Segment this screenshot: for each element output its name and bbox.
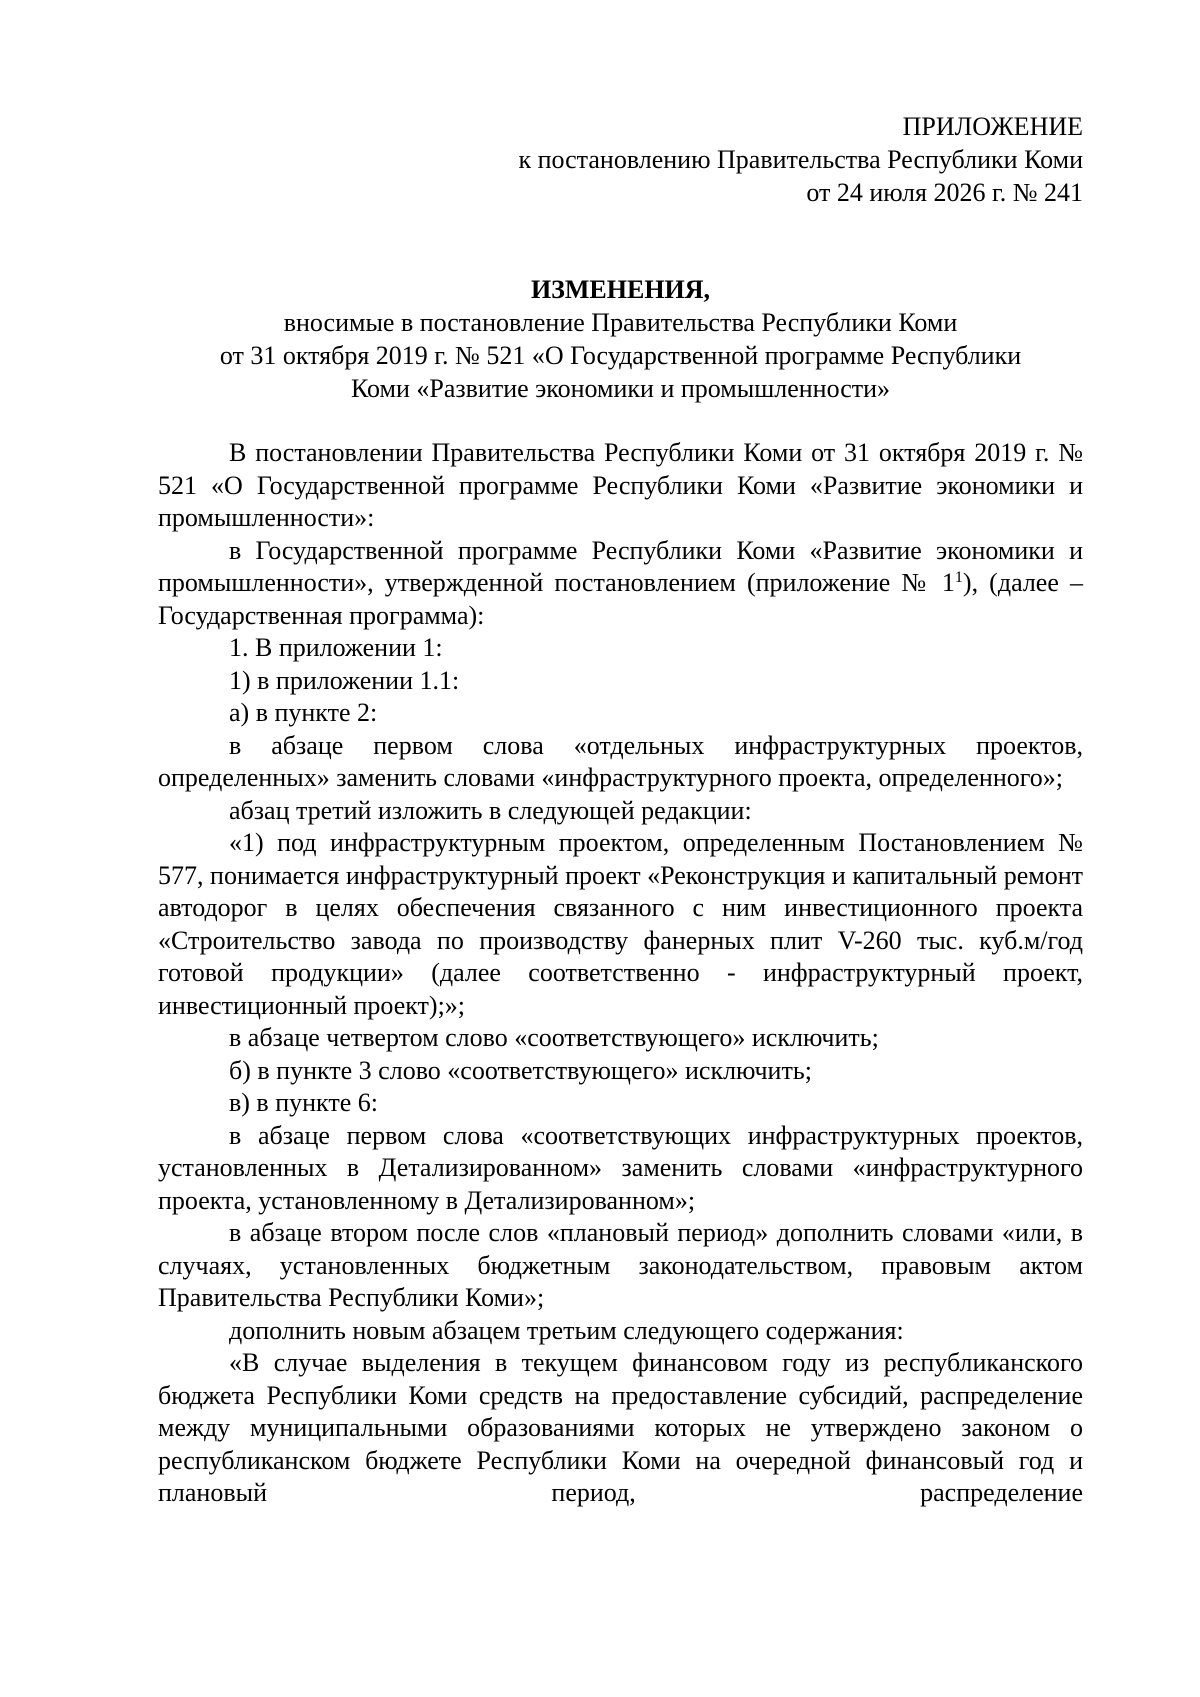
paragraph: дополнить новым абзацем третьим следующего содержания: [229,1315,904,1345]
paragraph: 1. В приложении 1: [229,633,443,662]
paragraph: абзац третий изложить в следующей редакции: [229,795,752,825]
paragraph: в абзаце первом слова «соответствующих инфраструктурных проектов, установленных в Детализированном» заменить словами «инфраструктурного проекта, установленному в Детализированном»; [158,1120,1083,1215]
footnote-marker: 1 [954,569,963,586]
document-subtitle-line-1: вносимые в постановление Правительства Республики Коми [283,308,958,337]
document-title: ИЗМЕНЕНИЯ, [530,275,711,304]
paragraph: «1) под инфраструктурным проектом, определенным Постановлением № 577, понимается инфраструктурный проект «Реконструкция и капитальный ремонт автодорог в целях обеспечения связанного с ним инвестиционного проекта «Строительство завода по производству фанерных плит V-260 тыс. куб.м/год готовой продукции» (далее соответственно - инфраструктурный проект, инвестиционный проект);»; [158,828,1083,1020]
paragraph: В постановлении Правительства Республики Коми от 31 октября 2019 г. № 521 «О Государственной программе Республики Коми «Развитие экономики и промышленности»: [158,438,1083,532]
appendix-date-number: от 24 июля 2026 г. № 241 [806,178,1083,207]
paragraph: 1) в приложении 1.1: [229,665,460,695]
paragraph: в абзаце втором после слов «плановый период» дополнить словами «или, в случаях, установленных бюджетным законодательством, правовым актом Правительства Республики Коми»; [158,1218,1083,1312]
document-subtitle-line-2: от 31 октября 2019 г. № 521 «О Государственной программе Республики [219,341,1022,370]
appendix-header [158,110,1083,209]
paragraph: б) в пункте 3 слово «соответствующего» исключить; [229,1055,812,1085]
document-title-block [158,273,1083,405]
paragraph: а) в пункте 2: [229,698,378,727]
paragraph-text: в Государственной программе Республики Коми «Развитие экономики и промышленности», утвержденной постановлением (приложение № 1 [158,535,1083,597]
document-body [158,437,1083,1510]
document-subtitle-line-3: Коми «Развитие экономики и промышленности» [350,374,891,403]
paragraph [158,535,1083,633]
paragraph-text: ), (далее – Государственная программа): [158,568,1083,630]
paragraph: «В случае выделения в текущем финансовом году из республиканского бюджета Республики Коми средств на предоставление субсидий, распределение между муниципальными образованиями которых не утверждено законом о республиканском бюджете Республики Коми на очередной финансовый год и плановый период, распределение [158,1348,1083,1507]
appendix-heading: ПРИЛОЖЕНИЕ [902,112,1083,141]
paragraph: в) в пункте 6: [229,1088,378,1117]
appendix-reference: к постановлению Правительства Республики Коми [518,145,1083,174]
paragraph: в абзаце первом слова «отдельных инфраструктурных проектов, определенных» заменить словами «инфраструктурного проекта, определенного»; [158,730,1083,792]
paragraph: в абзаце четвертом слово «соответствующего» исключить; [229,1023,879,1052]
